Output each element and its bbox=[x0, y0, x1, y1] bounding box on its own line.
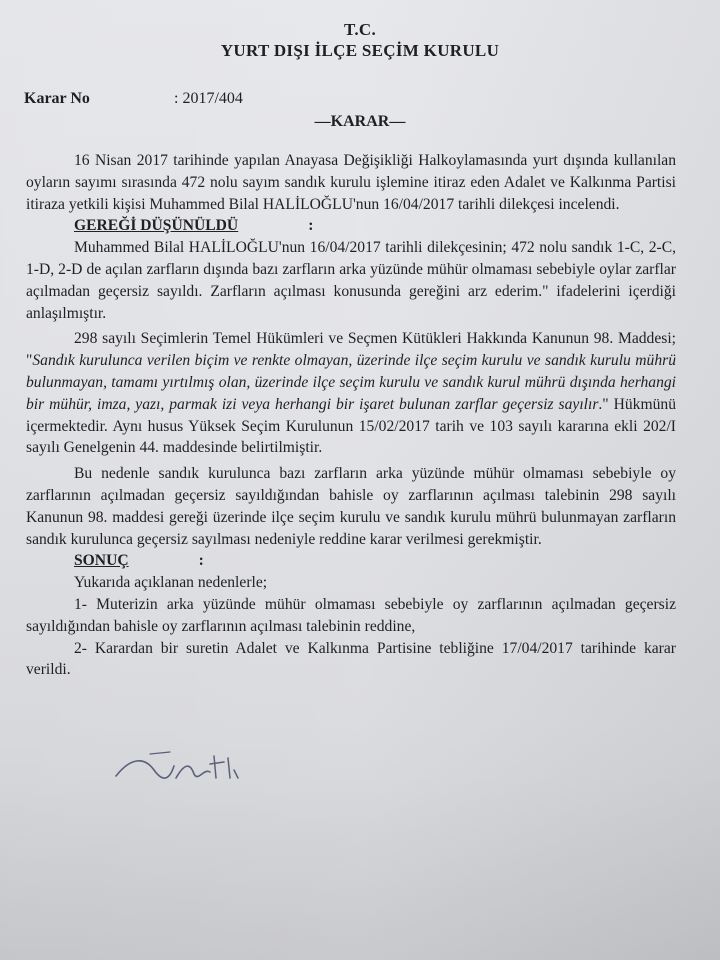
decision-number-label: Karar No bbox=[24, 90, 90, 107]
sonuc-item-2: 2- Karardan bir suretin Adalet ve Kalkınma Partisine tebliğine 17/04/2017 tarihinde karar verildi. bbox=[26, 639, 676, 679]
gered-paragraph-2 bbox=[26, 328, 676, 459]
sonuc-item-1: 1- Muterizin arka yüzünde mühür olmaması sebebiyle oy zarflarının açılmadan geçersiz sayıldığından bahisle oy zarflarının açılması talebinin reddine, bbox=[26, 595, 676, 635]
gered-heading-text: GEREĞİ DÜŞÜNÜLDÜ bbox=[74, 217, 239, 235]
intro-paragraph: 16 Nisan 2017 tarihinde yapılan Anayasa Değişikliği Halkoylamasında yurt dışında kullanılan oyların sayımı sırasında 472 nolu sayım sandık kurulu işlemine itiraz eden Adalet ve Kalkınma Partisi itiraza yetkili kişisi Muhammed Bilal HALİLOĞLU'nun 16/04/2017 tarihli dilekçesi incelendi. bbox=[26, 152, 676, 213]
gered-p2-lead: 298 sayılı Seçimlerin Temel Hükümleri ve Seçmen Kütükleri Hakkında Kanunun 98. Maddesi; " bbox=[26, 330, 676, 370]
decision-title: —KARAR— bbox=[314, 113, 406, 130]
gered-heading-colon: : bbox=[308, 217, 314, 235]
sonuc-heading-colon: : bbox=[198, 552, 204, 570]
document-body bbox=[26, 150, 676, 681]
sonuc-heading-text: SONUÇ bbox=[74, 552, 129, 570]
sonuc-heading bbox=[26, 550, 676, 572]
decision-number-value: : 2017/404 bbox=[174, 90, 243, 107]
law-quote: Sandık kurulunca verilen biçim ve renkte olmayan, üzerinde ilçe seçim kurulu ve sandık kurulu mührü bulunmayan, tamamı yırtılmış olan, üzerinde ilçe seçim kurulu ve sandık kurul mührü dışında herhangi bir mühür, imza, yazı, parmak izi veya herhangi bir işaret bulunan zarflar geçersiz sayılır bbox=[26, 352, 676, 413]
decision-number bbox=[24, 90, 243, 108]
gered-p2-tail: ." Hükmünü içermektedir. Aynı husus Yüksek Seçim Kurulunun 15/02/2017 tarih ve 103 sayılı kararına ekli 202/I sayılı Genelgenin 44. maddesinde belirtilmiştir. bbox=[26, 395, 676, 457]
header-institution: YURT DIŞI İLÇE SEÇİM KURULU bbox=[220, 41, 500, 60]
header-tc: T.C. bbox=[343, 20, 377, 39]
gered-paragraph-3: Bu nedenle sandık kurulunca bazı zarfların arka yüzünde mühür olmaması sebebiyle oy zarflarının açılmadan geçersiz sayıldığından bahisle oy zarflarının açılması talebinin 298 sayılı Kanunun 98. maddesi gereği üzerinde ilçe seçim kurulu ve sandık kurulu mührü bulunmayan zarfların sandık kurulunca geçersiz sayılması nedeniyle reddine karar verilmesi gerekmiştir. bbox=[26, 465, 676, 548]
gered-heading bbox=[26, 215, 676, 237]
gered-paragraph-1: Muhammed Bilal HALİLOĞLU'nun 16/04/2017 tarihli dilekçesinin; 472 nolu sandık 1-C, 2-C, 1-D, 2-D de açılan zarfların dışında bazı zarfların arka yüzünde mühür olmaması sebebiyle oylar zarflar açılmadan geçersiz sayıldı. Zarfların açılması konusunda gereğini arz ederim." ifadelerini içerdiği anlaşılmıştır. bbox=[26, 239, 676, 322]
blank-page-area bbox=[0, 775, 720, 960]
sonuc-lead: Yukarıda açıklanan nedenlerle; bbox=[74, 574, 268, 592]
